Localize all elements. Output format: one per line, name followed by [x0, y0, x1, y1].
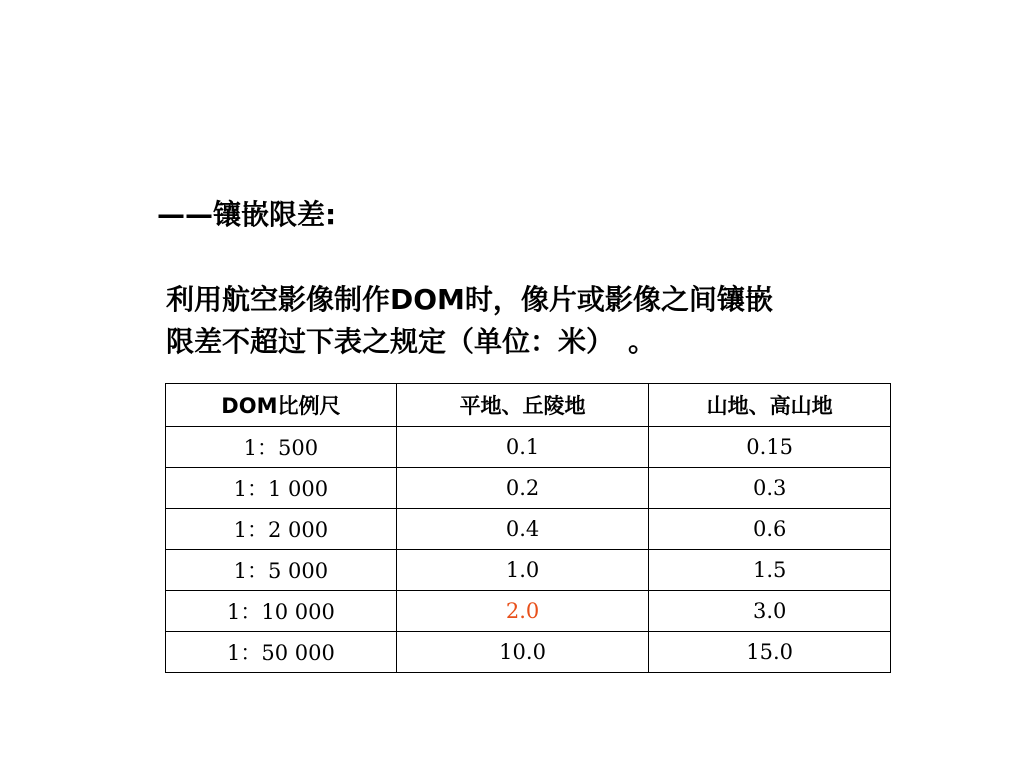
cell-scale: 1：10 000 [166, 591, 397, 632]
cell-flat-hilly: 0.4 [396, 509, 649, 550]
table-row [166, 591, 891, 632]
cell-mountain: 3.0 [649, 591, 891, 632]
header-scale: DOM比例尺 [166, 384, 397, 427]
description-paragraph [166, 279, 886, 363]
cell-scale: 1：1 000 [166, 468, 397, 509]
cell-scale: 1：500 [166, 427, 397, 468]
cell-flat-hilly: 1.0 [396, 550, 649, 591]
cell-mountain: 1.5 [649, 550, 891, 591]
table-row [166, 632, 891, 673]
header-flat-hilly: 平地、丘陵地 [396, 384, 649, 427]
table-header-row [166, 384, 891, 427]
cell-flat-hilly-highlighted: 2.0 [396, 591, 649, 632]
description-line-1: 利用航空影像制作DOM时，像片或影像之间镶嵌 [166, 283, 773, 316]
section-heading: ——镶嵌限差: [157, 198, 337, 231]
header-mountain: 山地、高山地 [649, 384, 891, 427]
mosaic-limits-table [165, 383, 891, 673]
cell-mountain: 0.15 [649, 427, 891, 468]
cell-scale: 1：50 000 [166, 632, 397, 673]
description-line-2: 限差不超过下表之规定（单位：米） 。 [166, 325, 657, 358]
cell-flat-hilly: 10.0 [396, 632, 649, 673]
table-row [166, 468, 891, 509]
cell-flat-hilly: 0.2 [396, 468, 649, 509]
cell-scale: 1：2 000 [166, 509, 397, 550]
cell-scale: 1：5 000 [166, 550, 397, 591]
cell-mountain: 15.0 [649, 632, 891, 673]
cell-flat-hilly: 0.1 [396, 427, 649, 468]
table-row [166, 509, 891, 550]
cell-mountain: 0.3 [649, 468, 891, 509]
table-row [166, 427, 891, 468]
cell-mountain: 0.6 [649, 509, 891, 550]
table-row [166, 550, 891, 591]
